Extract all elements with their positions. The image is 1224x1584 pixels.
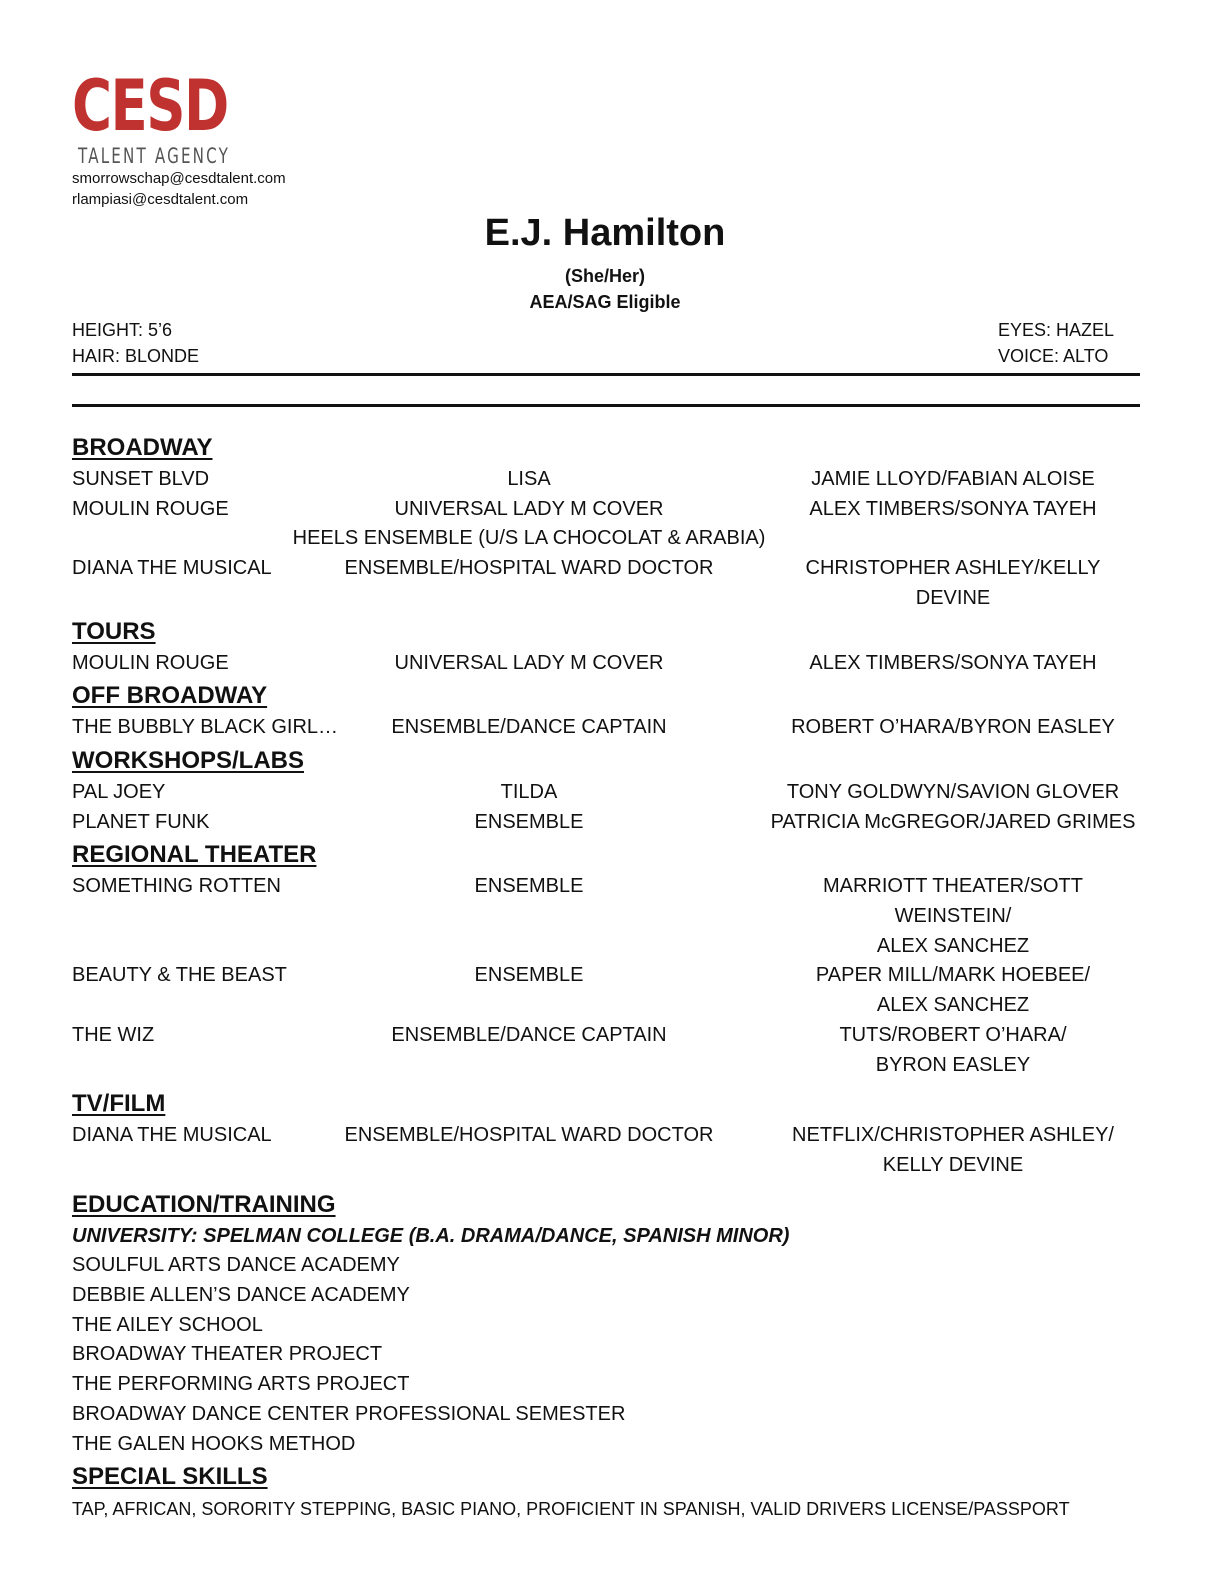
divider: [72, 404, 1140, 407]
agency-emails: [72, 168, 286, 210]
height-stat: HEIGHT: 5’6: [72, 320, 173, 340]
credit-show: DIANA THE MUSICAL: [72, 557, 272, 580]
credit-show: PLANET FUNK: [72, 810, 210, 833]
hair-stat: HAIR: BLONDE: [72, 346, 200, 366]
section-heading: WORKSHOPS/LABS: [72, 746, 305, 774]
education-item: THE AILEY SCHOOL: [72, 1313, 263, 1336]
credit-row: [72, 495, 1140, 525]
section-heading: REGIONAL THEATER: [72, 841, 317, 869]
credits: [72, 430, 1140, 1524]
credit-show: [72, 524, 292, 554]
credit-show: BEAUTY & THE BEAST: [72, 964, 287, 987]
logo-subtitle: TALENT AGENCY: [78, 144, 231, 168]
credit-director: TUTS/ROBERT O’HARA/ BYRON EASLEY: [839, 1023, 1067, 1076]
education-university: UNIVERSITY: SPELMAN COLLEGE (B.A. DRAMA/DANCE, SPANISH MINOR): [72, 1224, 790, 1247]
credit-role: TILDA: [500, 780, 558, 803]
credit-director: ROBERT O’HARA/BYRON EASLEY: [791, 716, 1115, 739]
agency-logo: [72, 65, 231, 168]
credit-show: PAL JOEY: [72, 780, 166, 803]
credit-director: TONY GOLDWYN/SAVION GLOVER: [786, 780, 1120, 803]
credit-row: [72, 554, 1140, 613]
education-item: THE GALEN HOOKS METHOD: [72, 1432, 356, 1455]
credit-row: [72, 778, 1140, 808]
section-heading: SPECIAL SKILLS: [72, 1463, 268, 1491]
agent-email[interactable]: rlampiasi@cesdtalent.com: [72, 191, 249, 208]
credit-director: CHRISTOPHER ASHLEY/KELLY DEVINE: [805, 557, 1101, 609]
credit-row: [72, 524, 1140, 554]
credit-show: MOULIN ROUGE: [72, 651, 229, 674]
credit-row: [72, 1121, 1140, 1180]
credit-role: UNIVERSAL LADY M COVER: [394, 497, 664, 520]
credit-director: NETFLIX/CHRISTOPHER ASHLEY/ KELLY DEVINE: [792, 1124, 1114, 1176]
credit-role: ENSEMBLE: [474, 810, 584, 833]
credit-role: UNIVERSAL LADY M COVER: [394, 651, 664, 674]
performer-name: E.J. Hamilton: [484, 212, 726, 254]
union-status: AEA/SAG Eligible: [529, 292, 681, 312]
credit-director: ALEX TIMBERS/SONYA TAYEH: [809, 651, 1097, 674]
credit-role: ENSEMBLE/DANCE CAPTAIN: [391, 716, 667, 739]
credit-row: [72, 1021, 1140, 1080]
credit-director: PATRICIA McGREGOR/JARED GRIMES: [770, 810, 1136, 833]
credit-show: DIANA THE MUSICAL: [72, 1124, 272, 1147]
credit-show: THE WIZ: [72, 1023, 155, 1046]
education-item: THE PERFORMING ARTS PROJECT: [72, 1373, 410, 1396]
special-skills-text: TAP, AFRICAN, SORORITY STEPPING, BASIC PIANO, PROFICIENT IN SPANISH, VALID DRIVERS LICENSE/PASSPORT: [72, 1499, 1070, 1520]
credit-row: [72, 465, 1140, 495]
credit-role: LISA: [507, 468, 551, 490]
section-heading: EDUCATION/TRAINING: [72, 1190, 336, 1218]
stats-left: [72, 317, 199, 369]
logo-wordmark: CESD: [72, 65, 228, 147]
credit-show: SUNSET BLVD: [72, 468, 210, 490]
credit-director: PAPER MILL/MARK HOEBEE/ ALEX SANCHEZ: [815, 964, 1091, 1017]
eyes-stat: EYES: HAZEL: [998, 320, 1115, 340]
credit-role: ENSEMBLE/HOSPITAL WARD DOCTOR: [344, 557, 714, 580]
section-heading: TV/FILM: [72, 1090, 166, 1118]
agent-email[interactable]: smorrowschap@cesdtalent.com: [72, 170, 286, 187]
section-heading: BROADWAY: [72, 434, 213, 461]
credit-show: THE BUBBLY BLACK GIRL…: [72, 716, 339, 739]
credit-role: ENSEMBLE/DANCE CAPTAIN: [391, 1023, 667, 1046]
section-heading: TOURS: [72, 617, 156, 645]
credit-director: [766, 524, 1140, 554]
section-heading: OFF BROADWAY: [72, 682, 268, 710]
education-item: BROADWAY DANCE CENTER PROFESSIONAL SEMESTER: [72, 1402, 626, 1425]
credit-role: HEELS ENSEMBLE (U/S LA CHOCOLAT & ARABIA): [292, 527, 766, 550]
voice-stat: VOICE: ALTO: [998, 346, 1109, 366]
education-item: DEBBIE ALLEN’S DANCE ACADEMY: [72, 1284, 410, 1307]
pronouns: (She/Her): [564, 266, 645, 286]
credit-show: MOULIN ROUGE: [72, 497, 229, 520]
divider: [72, 373, 1140, 376]
credit-row: [72, 713, 1140, 743]
credit-show: SOMETHING ROTTEN: [72, 875, 281, 898]
credit-row: [72, 808, 1140, 838]
credit-row: [72, 649, 1140, 679]
education-item: BROADWAY THEATER PROJECT: [72, 1343, 383, 1366]
credit-director: MARRIOTT THEATER/SOTT WEINSTEIN/ ALEX SANCHEZ: [822, 875, 1083, 957]
education-item: SOULFUL ARTS DANCE ACADEMY: [72, 1254, 400, 1277]
credit-director: ALEX TIMBERS/SONYA TAYEH: [809, 497, 1097, 520]
credit-role: ENSEMBLE: [474, 875, 584, 898]
credit-director: JAMIE LLOYD/FABIAN ALOISE: [811, 468, 1095, 490]
credit-role: ENSEMBLE: [474, 964, 584, 987]
credit-row: [72, 872, 1140, 961]
credit-row: [72, 961, 1140, 1020]
stats-right: [998, 317, 1114, 369]
credit-role: ENSEMBLE/HOSPITAL WARD DOCTOR: [344, 1124, 714, 1147]
